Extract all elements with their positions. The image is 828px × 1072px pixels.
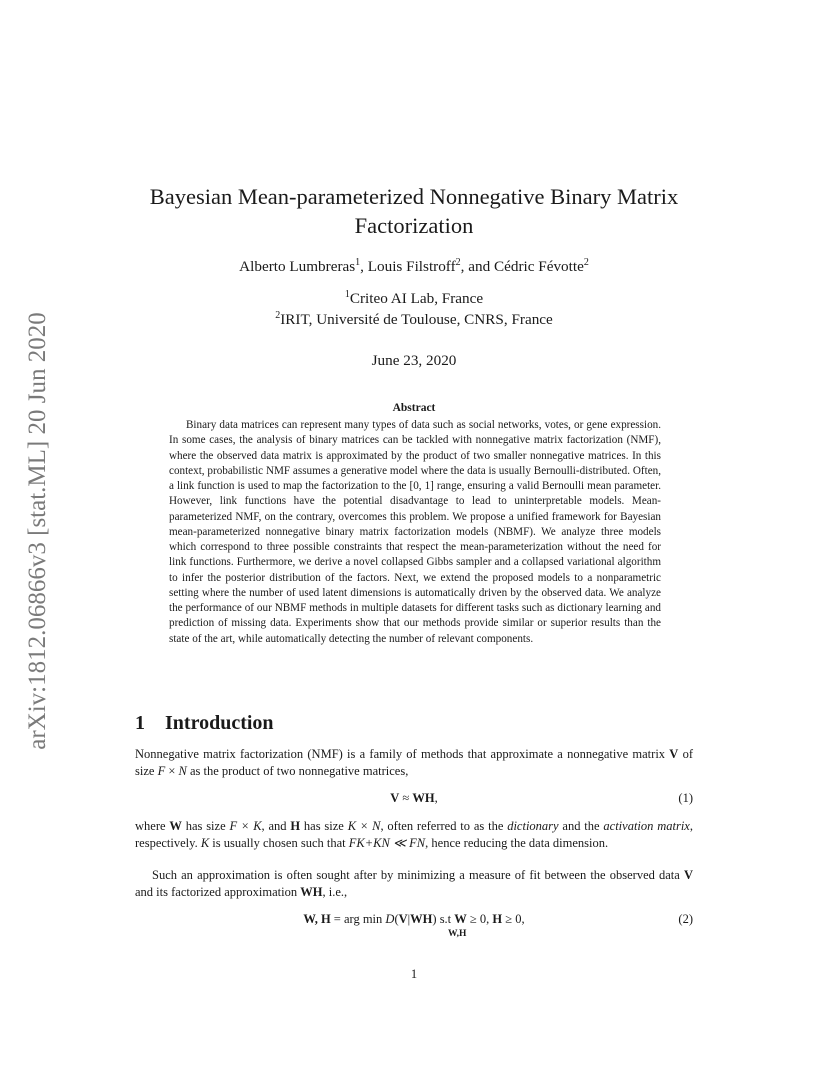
matrix-symbol: W [169, 819, 182, 833]
math-operator: ≥ 0, [502, 912, 525, 926]
matrix-symbol: W [454, 912, 467, 926]
math-symbol: D [385, 912, 395, 926]
intro-paragraph-1 [135, 746, 693, 779]
matrix-symbol: W, H [303, 912, 331, 926]
text-run: , hence reducing the data dimension. [425, 835, 609, 850]
affiliation-text: Criteo AI Lab, France [349, 290, 484, 307]
text-run: and its factorized approximation [135, 884, 301, 899]
matrix-symbol: WH [410, 912, 433, 926]
math-symbol: N [178, 763, 187, 778]
section-heading [135, 710, 535, 736]
text-run: , respectively. [135, 819, 693, 850]
affiliation-marker: 1 [344, 289, 350, 300]
text-run: and the [558, 819, 604, 833]
punctuation: ( [394, 912, 399, 926]
math-expression: K × N [347, 819, 381, 833]
affiliation-marker: 2 [275, 310, 281, 321]
author-name: Louis Filstroff [367, 258, 456, 275]
text-run: is usually chosen such that [209, 835, 349, 850]
affiliation-marker: 2 [455, 257, 461, 268]
section-title: Introduction [165, 712, 274, 734]
title-line-1: Bayesian Mean-parameterized Nonnegative Binary Matrix [149, 184, 679, 209]
emphasized-term: activation matrix [603, 819, 690, 833]
text-run: Nonnegative matrix factorization (NMF) is a family of methods that approximate a nonnegative matrix [135, 747, 670, 761]
math-operator: ≥ 0, [466, 912, 493, 926]
author-separator: , [360, 258, 368, 275]
section-number: 1 [135, 712, 145, 734]
matrix-symbol: V [683, 868, 693, 882]
affiliation-marker: 2 [583, 257, 589, 268]
text-run: Such an approximation is often sought after by minimizing a measure of fit between the observed data [152, 868, 684, 882]
math-operator: ≈ [399, 791, 413, 805]
text-run: × [165, 763, 179, 778]
matrix-symbol: V [398, 912, 408, 926]
math-operator: | [407, 912, 411, 926]
equation-body [135, 790, 693, 806]
text-run: of size [135, 747, 693, 778]
title-line-2: Factorization [354, 213, 474, 238]
author-separator: , and [460, 258, 494, 275]
math-expression: F × K [229, 819, 262, 833]
author-list [120, 257, 708, 277]
argmin-subscript: W,H [448, 929, 467, 939]
abstract-body: Binary data matrices can represent many types of data such as social networks, votes, or gene expression. In some cases, the analysis of binary matrices can be tackled with nonnegative matrix factorization (NMF), where the observed data matrix is approximated by the product of two smaller nonnegative matrices. In this context, probabilistic NMF assumes a generative model where the data is usually Bernoulli-distributed. Often, a link function is used to map the factorization to the [0, 1] range, ensuring a valid Bernoulli mean parameter. However, link functions have the potential disadvantage to lead to uninterpretable models. Mean-parameterized NMF, on the contrary, overcomes this problem. We propose a unified framework for Bayesian mean-parameterized nonnegative binary matrix factorization models (NBMF). We analyze three models which correspond to three possible constraints that respect the mean-parameterization without the need for link functions. Furthermore, we derive a novel collapsed Gibbs sampler and a collapsed variational algorithm to infer the posterior distribution of the factors. Next, we extend the proposed models to a nonparametric setting where the number of used latent dimensions is automatically driven by the observed data. We analyze the performance of our NBMF methods in multiple datasets for different tasks such as dictionary learning and prediction of missing data. Experiments show that our methods provide similar or superior results than the state of the art, while automatically detecting the number of relevant components. [169, 419, 661, 645]
matrix-symbol: V [390, 791, 400, 805]
punctuation: ) [432, 912, 437, 926]
arxiv-identifier-stamp [14, 286, 62, 776]
matrix-symbol: V [669, 747, 679, 761]
affiliation-marker: 1 [355, 257, 361, 268]
equation-body [135, 911, 693, 927]
paper-title [120, 182, 708, 240]
math-symbol: K [200, 835, 210, 850]
emphasized-term: dictionary [507, 819, 559, 833]
arxiv-identifier-text: arXiv:1812.06866v3 [stat.ML] 20 Jun 2020 [24, 312, 51, 750]
affiliation-text: IRIT, Université de Toulouse, CNRS, France [280, 311, 553, 328]
matrix-symbol: H [492, 912, 503, 926]
intro-paragraph-3 [135, 867, 693, 900]
text-run: has size [181, 819, 230, 833]
math-symbol: F [157, 763, 166, 778]
affiliation-2 [120, 310, 708, 330]
page-number: 1 [410, 967, 418, 981]
math-operator: = arg min [330, 912, 386, 926]
text-run: s.t [436, 912, 455, 926]
punctuation: , [434, 791, 438, 805]
text-run: , i.e., [322, 884, 348, 899]
text-run: , and [261, 819, 291, 833]
matrix-symbol: WH [412, 791, 435, 805]
affiliation-1 [120, 289, 708, 309]
math-expression: FK+KN ≪ FN [348, 835, 426, 850]
text-run: has size [300, 819, 348, 833]
publication-date: June 23, 2020 [371, 352, 457, 369]
matrix-symbol: WH [300, 884, 323, 899]
text-run: as the product of two nonnegative matrices, [186, 763, 409, 778]
abstract-heading: Abstract [392, 402, 436, 414]
author-name: Alberto Lumbreras [239, 258, 356, 275]
text-run: , often referred to as the [380, 819, 508, 833]
equation-number: (2) [678, 912, 693, 926]
matrix-symbol: H [290, 819, 301, 833]
author-name: Cédric Févotte [493, 258, 584, 275]
equation-number: (1) [678, 791, 693, 805]
intro-paragraph-2 [135, 818, 693, 851]
text-run: where [135, 819, 170, 833]
